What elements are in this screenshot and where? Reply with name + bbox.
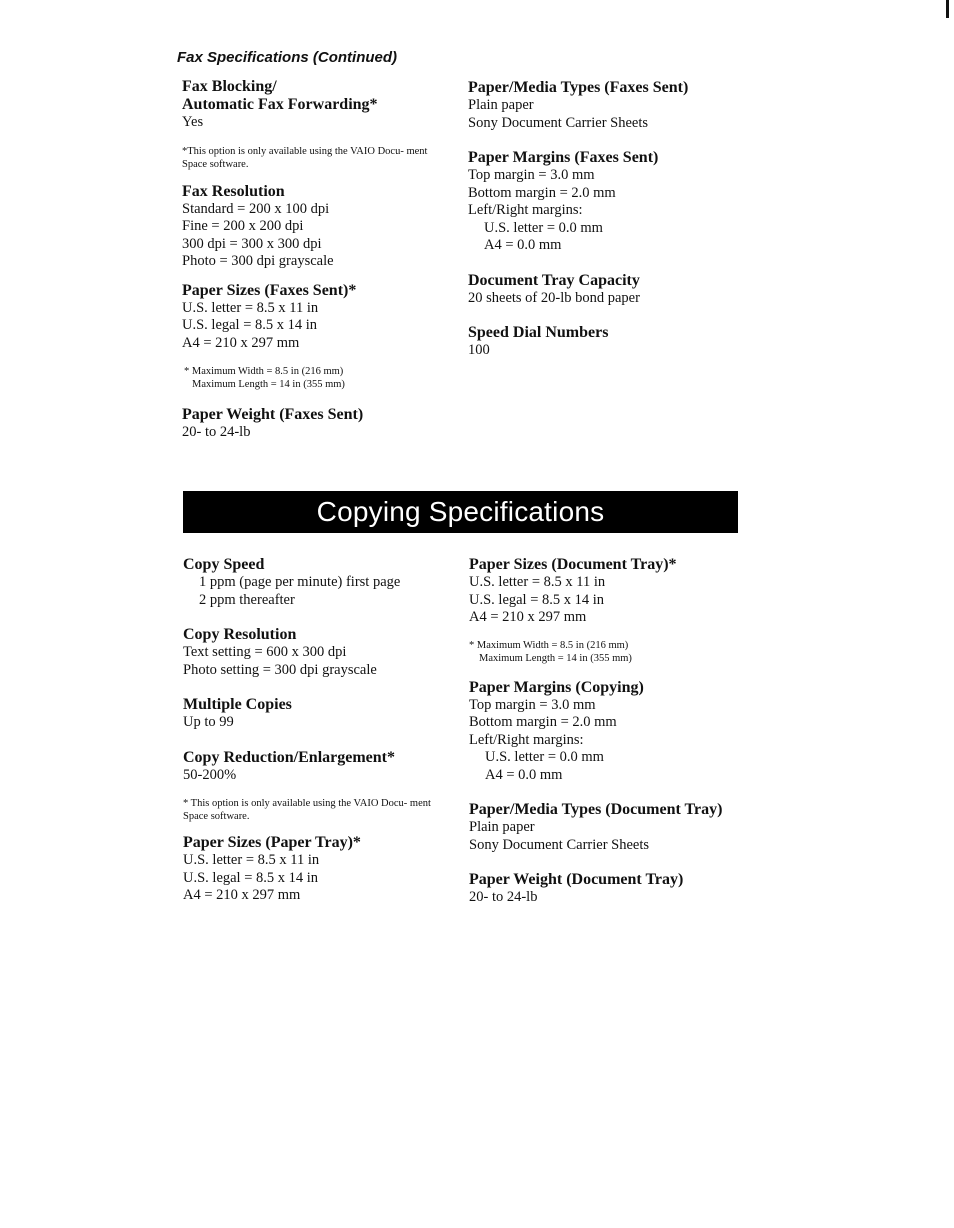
paper-sizes-doc-tray-title: Paper Sizes (Document Tray)* bbox=[469, 556, 677, 573]
fax-paper-size-line: U.S. letter = 8.5 x 11 in bbox=[182, 299, 319, 316]
fax-resolution-line: 300 dpi = 300 x 300 dpi bbox=[182, 235, 322, 252]
paper-tray-size-line: U.S. legal = 8.5 x 14 in bbox=[183, 869, 319, 886]
doc-tray-size-line: U.S. legal = 8.5 x 14 in bbox=[469, 591, 605, 608]
fax-speed-dial-value: 100 bbox=[468, 342, 490, 358]
paper-tray-size-line: U.S. letter = 8.5 x 11 in bbox=[183, 852, 320, 868]
fax-blocking-title-2: Automatic Fax Forwarding* bbox=[182, 96, 378, 113]
copy-margins-title: Paper Margins (Copying) bbox=[469, 678, 644, 696]
copying-right-column bbox=[469, 556, 769, 907]
fax-margin-line: Left/Right margins: bbox=[468, 202, 583, 218]
copy-media-type-line: Sony Document Carrier Sheets bbox=[469, 836, 650, 853]
copying-specifications-banner: Copying Specifications bbox=[183, 491, 738, 533]
paper-sizes-paper-tray-title: Paper Sizes (Paper Tray)* bbox=[183, 834, 361, 851]
page-edge-mark bbox=[946, 0, 949, 18]
fax-right-column bbox=[468, 79, 768, 360]
fax-margin-line: Top margin = 3.0 mm bbox=[468, 167, 595, 183]
fax-resolution-line: Standard = 200 x 100 dpi bbox=[182, 200, 330, 217]
copy-resolution-title: Copy Resolution bbox=[183, 626, 297, 643]
copy-speed-line: 2 ppm thereafter bbox=[199, 591, 295, 608]
fax-margin-subline: A4 = 0.0 mm bbox=[484, 237, 562, 253]
fax-margin-subline: U.S. letter = 0.0 mm bbox=[484, 219, 603, 236]
fax-media-type-line: Sony Document Carrier Sheets bbox=[468, 114, 649, 131]
copy-media-types-title: Paper/Media Types (Document Tray) bbox=[469, 801, 723, 818]
fax-tray-capacity-title: Document Tray Capacity bbox=[468, 271, 640, 289]
fax-media-type-line: Plain paper bbox=[468, 97, 534, 113]
fax-blocking-note: *This option is only available using the VAIO Docu- ment Space software. bbox=[182, 145, 428, 170]
copy-resolution-line: Photo setting = 300 dpi grayscale bbox=[183, 661, 377, 678]
copy-margin-line: Left/Right margins: bbox=[469, 731, 584, 748]
copy-resolution-line: Text setting = 600 x 300 dpi bbox=[183, 644, 347, 660]
fax-margins-title: Paper Margins (Faxes Sent) bbox=[468, 149, 659, 166]
copy-reduction-title: Copy Reduction/Enlargement* bbox=[183, 748, 395, 766]
section-continued-title: Fax Specifications (Continued) bbox=[177, 49, 398, 66]
copying-left-column bbox=[183, 556, 453, 905]
fax-paper-weight-value: 20- to 24-lb bbox=[182, 424, 251, 440]
doc-tray-note: * Maximum Width = 8.5 in (216 mm) bbox=[469, 639, 629, 651]
fax-margin-line: Bottom margin = 2.0 mm bbox=[468, 184, 616, 201]
copy-speed-line: 1 ppm (page per minute) first page bbox=[199, 574, 401, 590]
fax-paper-sizes-note: * Maximum Width = 8.5 in (216 mm) bbox=[184, 366, 344, 377]
doc-tray-size-line: U.S. letter = 8.5 x 11 in bbox=[469, 574, 606, 590]
fax-media-types-title: Paper/Media Types (Faxes Sent) bbox=[468, 79, 689, 96]
copy-margin-subline: A4 = 0.0 mm bbox=[485, 766, 563, 783]
fax-speed-dial-title: Speed Dial Numbers bbox=[468, 324, 609, 341]
copy-margin-subline: U.S. letter = 0.0 mm bbox=[485, 749, 604, 765]
copy-media-type-line: Plain paper bbox=[469, 819, 535, 835]
fax-paper-sizes-note: Maximum Length = 14 in (355 mm) bbox=[192, 379, 345, 390]
copy-reduction-value: 50-200% bbox=[183, 766, 237, 783]
fax-blocking-value: Yes bbox=[182, 114, 204, 130]
fax-paper-size-line: U.S. legal = 8.5 x 14 in bbox=[182, 317, 318, 333]
paper-tray-size-line: A4 = 210 x 297 mm bbox=[183, 887, 301, 903]
fax-paper-sizes-title: Paper Sizes (Faxes Sent)* bbox=[182, 281, 357, 299]
multiple-copies-title: Multiple Copies bbox=[183, 696, 292, 713]
fax-blocking-title-1: Fax Blocking/ bbox=[182, 78, 277, 95]
fax-tray-capacity-value: 20 sheets of 20-lb bond paper bbox=[468, 289, 640, 306]
copy-reduction-note: * This option is only available using the VAIO Docu- ment Space software. bbox=[183, 798, 431, 822]
doc-tray-size-line: A4 = 210 x 297 mm bbox=[469, 609, 587, 625]
fax-resolution-line: Fine = 200 x 200 dpi bbox=[182, 218, 304, 234]
fax-paper-size-line: A4 = 210 x 297 mm bbox=[182, 334, 300, 351]
copy-margin-line: Top margin = 3.0 mm bbox=[469, 696, 596, 713]
fax-resolution-line: Photo = 300 dpi grayscale bbox=[182, 253, 334, 269]
doc-tray-note: Maximum Length = 14 in (355 mm) bbox=[479, 652, 632, 664]
fax-resolution-title: Fax Resolution bbox=[182, 182, 285, 200]
multiple-copies-value: Up to 99 bbox=[183, 714, 234, 730]
copy-margin-line: Bottom margin = 2.0 mm bbox=[469, 714, 617, 730]
copy-speed-title: Copy Speed bbox=[183, 556, 265, 573]
copy-paper-weight-value: 20- to 24-lb bbox=[469, 889, 538, 905]
copy-paper-weight-title: Paper Weight (Document Tray) bbox=[469, 871, 684, 888]
fax-paper-weight-title: Paper Weight (Faxes Sent) bbox=[182, 406, 364, 423]
fax-left-column bbox=[182, 78, 452, 442]
